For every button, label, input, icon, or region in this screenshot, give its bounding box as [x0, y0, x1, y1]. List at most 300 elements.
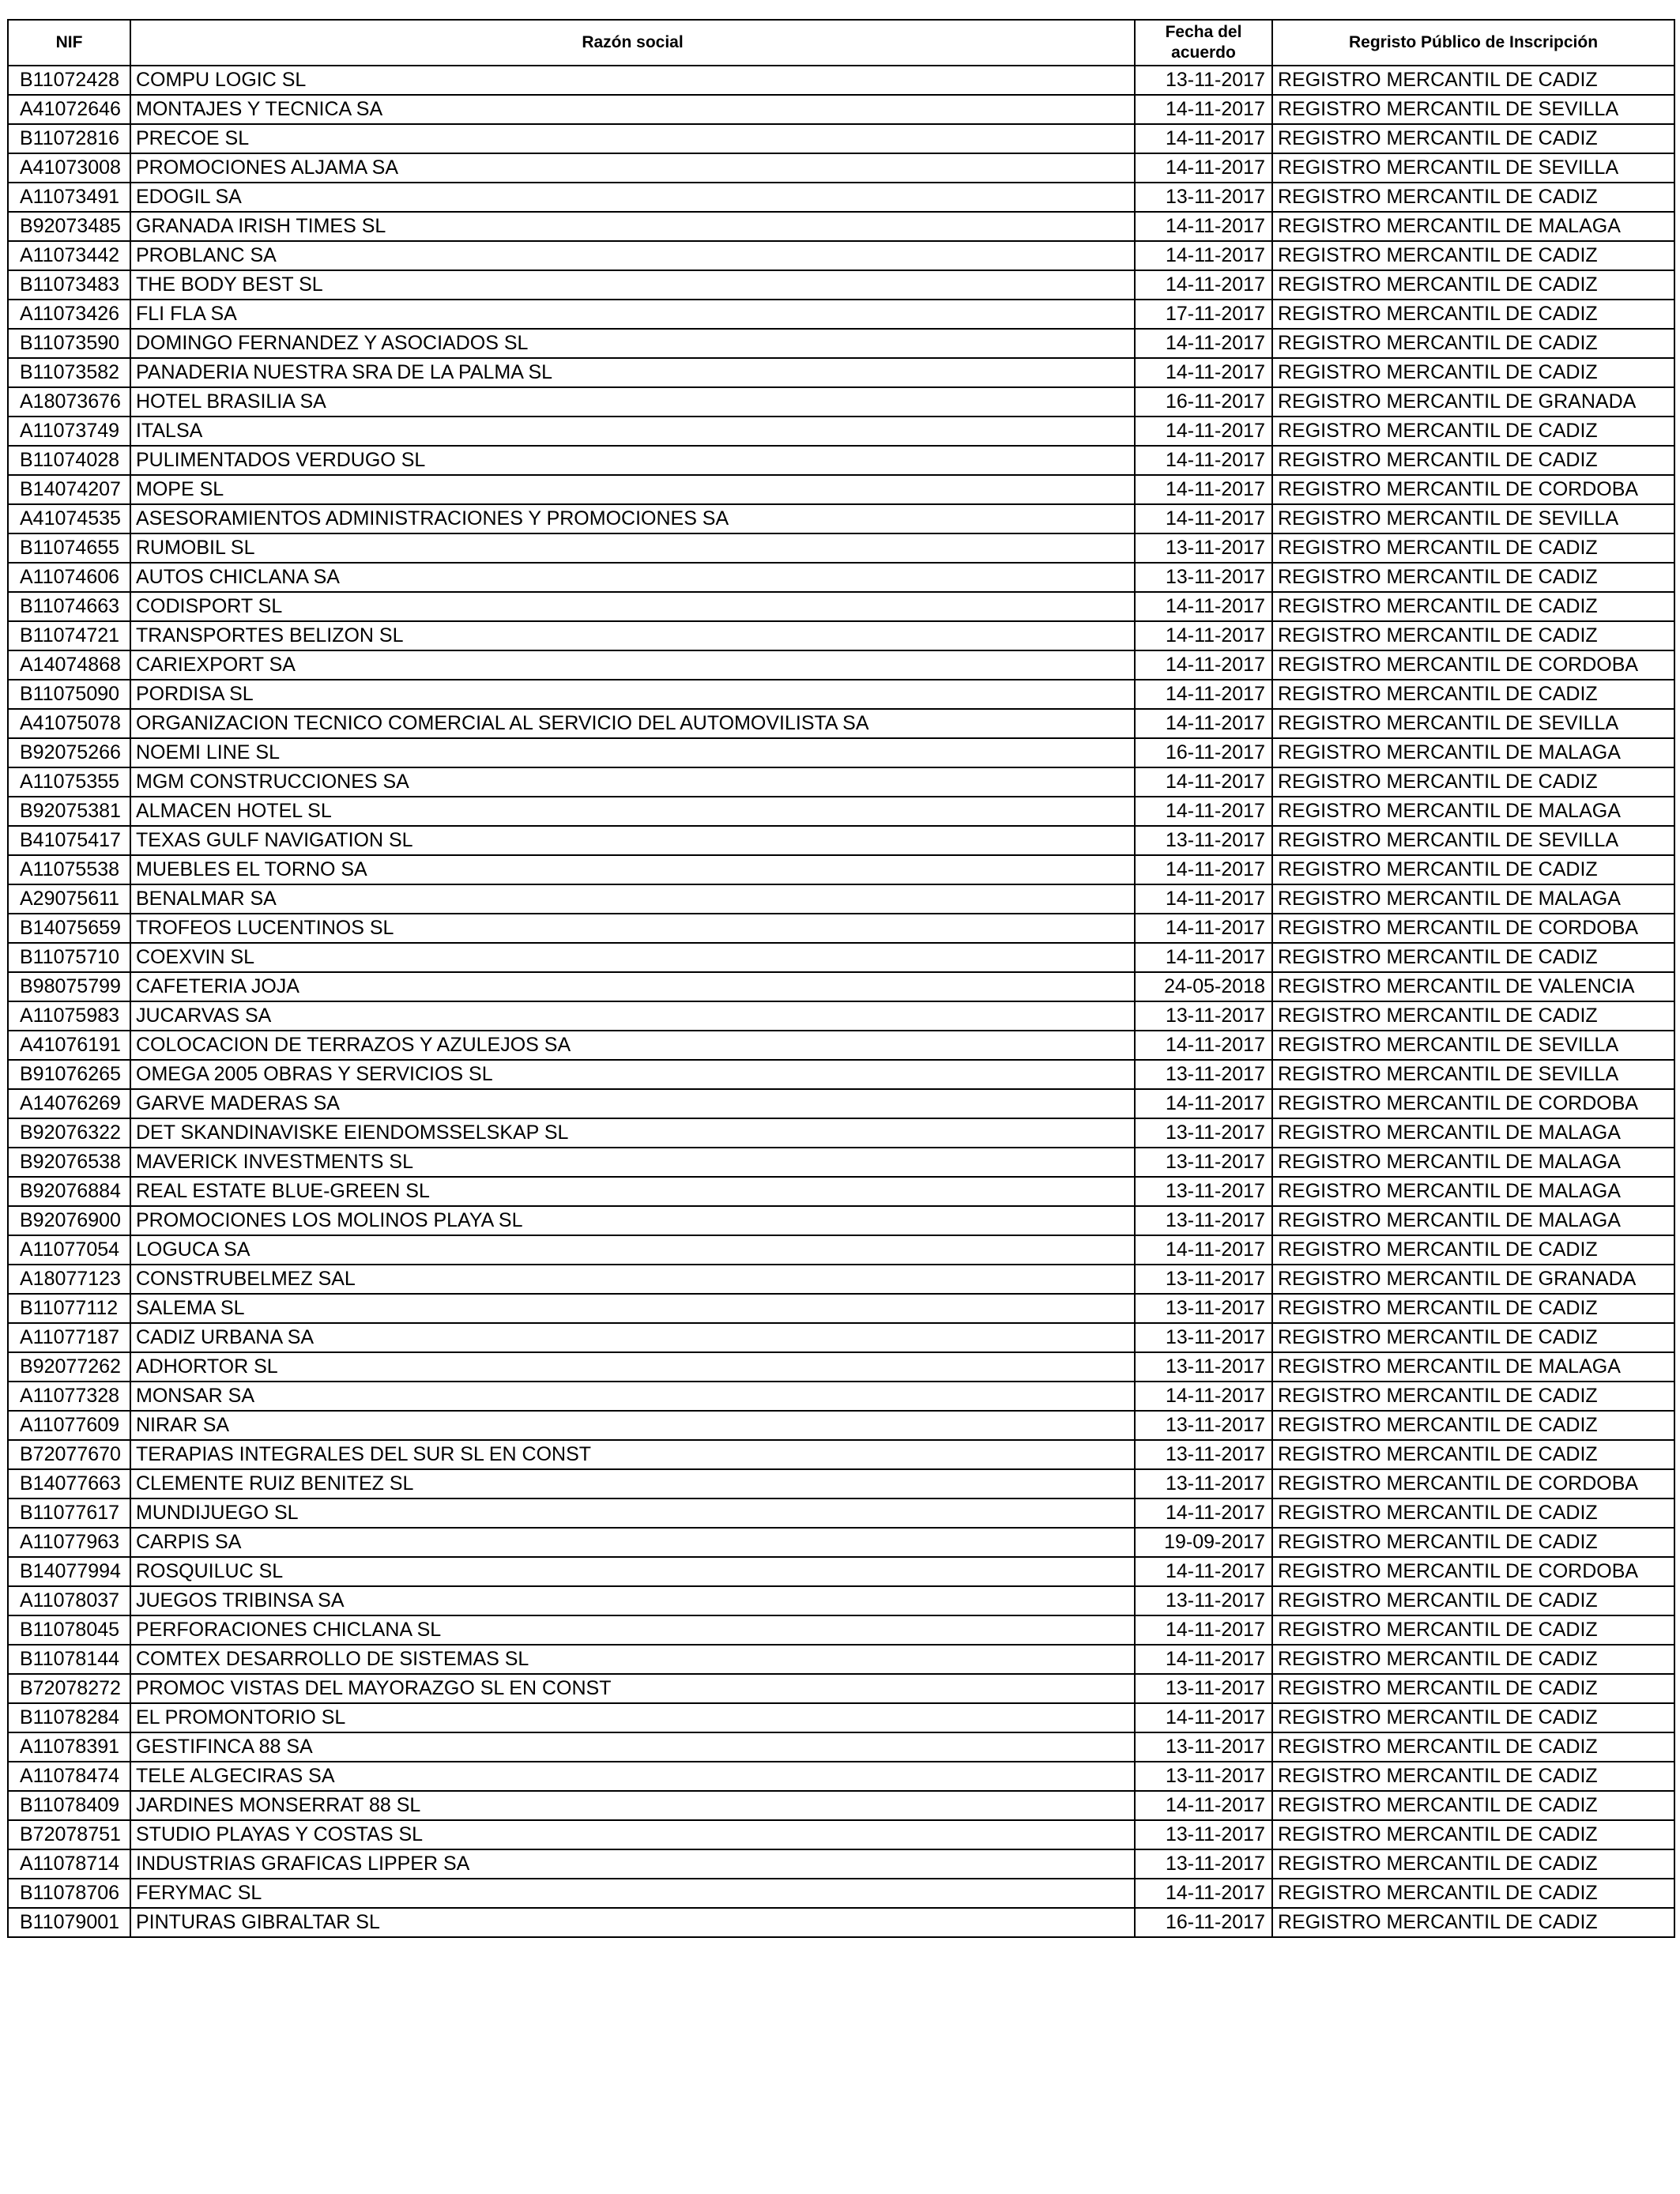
- cell-razon-social: CONSTRUBELMEZ SAL: [130, 1265, 1135, 1294]
- table-row: [8, 475, 1674, 504]
- table-row: [8, 1469, 1674, 1498]
- cell-fecha-acuerdo: 13-11-2017: [1135, 1674, 1272, 1703]
- cell-fecha-acuerdo: 14-11-2017: [1135, 358, 1272, 387]
- cell-registro: REGISTRO MERCANTIL DE CADIZ: [1272, 1849, 1674, 1879]
- cell-nif: B11072816: [8, 124, 130, 153]
- cell-fecha-acuerdo: 14-11-2017: [1135, 241, 1272, 270]
- table-row: [8, 1089, 1674, 1118]
- cell-registro: REGISTRO MERCANTIL DE CADIZ: [1272, 329, 1674, 358]
- cell-nif: A41072646: [8, 95, 130, 124]
- cell-registro: REGISTRO MERCANTIL DE VALENCIA: [1272, 972, 1674, 1001]
- cell-razon-social: PULIMENTADOS VERDUGO SL: [130, 446, 1135, 475]
- cell-nif: A11077328: [8, 1382, 130, 1411]
- cell-nif: A41076191: [8, 1031, 130, 1060]
- cell-fecha-acuerdo: 13-11-2017: [1135, 1177, 1272, 1206]
- cell-nif: B91076265: [8, 1060, 130, 1089]
- table-row: [8, 680, 1674, 709]
- cell-fecha-acuerdo: 14-11-2017: [1135, 475, 1272, 504]
- cell-nif: B14075659: [8, 914, 130, 943]
- cell-fecha-acuerdo: 14-11-2017: [1135, 1615, 1272, 1645]
- cell-registro: REGISTRO MERCANTIL DE CADIZ: [1272, 680, 1674, 709]
- cell-fecha-acuerdo: 13-11-2017: [1135, 1323, 1272, 1352]
- registry-table: [7, 19, 1675, 1938]
- cell-fecha-acuerdo: 13-11-2017: [1135, 1762, 1272, 1791]
- cell-registro: REGISTRO MERCANTIL DE SEVILLA: [1272, 1031, 1674, 1060]
- cell-registro: REGISTRO MERCANTIL DE CADIZ: [1272, 563, 1674, 592]
- table-row: [8, 124, 1674, 153]
- cell-razon-social: PERFORACIONES CHICLANA SL: [130, 1615, 1135, 1645]
- cell-registro: REGISTRO MERCANTIL DE MALAGA: [1272, 1118, 1674, 1148]
- cell-registro: REGISTRO MERCANTIL DE GRANADA: [1272, 387, 1674, 417]
- cell-razon-social: AUTOS CHICLANA SA: [130, 563, 1135, 592]
- cell-nif: A18077123: [8, 1265, 130, 1294]
- table-row: [8, 1498, 1674, 1528]
- table-row: [8, 855, 1674, 884]
- cell-razon-social: PROMOCIONES LOS MOLINOS PLAYA SL: [130, 1206, 1135, 1235]
- cell-registro: REGISTRO MERCANTIL DE CADIZ: [1272, 1382, 1674, 1411]
- cell-razon-social: DET SKANDINAVISKE EIENDOMSSELSKAP SL: [130, 1118, 1135, 1148]
- cell-nif: A11074606: [8, 563, 130, 592]
- cell-registro: REGISTRO MERCANTIL DE CORDOBA: [1272, 1089, 1674, 1118]
- cell-nif: A11077187: [8, 1323, 130, 1352]
- cell-nif: A18073676: [8, 387, 130, 417]
- cell-fecha-acuerdo: 14-11-2017: [1135, 1382, 1272, 1411]
- cell-nif: A41074535: [8, 504, 130, 533]
- table-row: [8, 270, 1674, 300]
- cell-nif: A11077963: [8, 1528, 130, 1557]
- cell-registro: REGISTRO MERCANTIL DE CADIZ: [1272, 533, 1674, 563]
- cell-fecha-acuerdo: 13-11-2017: [1135, 1001, 1272, 1031]
- cell-fecha-acuerdo: 14-11-2017: [1135, 270, 1272, 300]
- cell-registro: REGISTRO MERCANTIL DE MALAGA: [1272, 1177, 1674, 1206]
- cell-registro: REGISTRO MERCANTIL DE SEVILLA: [1272, 1060, 1674, 1089]
- cell-fecha-acuerdo: 14-11-2017: [1135, 504, 1272, 533]
- table-row: [8, 1820, 1674, 1849]
- cell-nif: A11078391: [8, 1732, 130, 1762]
- cell-razon-social: MUNDIJUEGO SL: [130, 1498, 1135, 1528]
- cell-razon-social: ORGANIZACION TECNICO COMERCIAL AL SERVICIO DEL AUTOMOVILISTA SA: [130, 709, 1135, 738]
- cell-nif: A11078474: [8, 1762, 130, 1791]
- cell-razon-social: MAVERICK INVESTMENTS SL: [130, 1148, 1135, 1177]
- table-row: [8, 1674, 1674, 1703]
- table-row: [8, 446, 1674, 475]
- cell-registro: REGISTRO MERCANTIL DE CADIZ: [1272, 1528, 1674, 1557]
- cell-registro: REGISTRO MERCANTIL DE MALAGA: [1272, 212, 1674, 241]
- cell-nif: B11077112: [8, 1294, 130, 1323]
- cell-razon-social: OMEGA 2005 OBRAS Y SERVICIOS SL: [130, 1060, 1135, 1089]
- cell-registro: REGISTRO MERCANTIL DE GRANADA: [1272, 1265, 1674, 1294]
- cell-fecha-acuerdo: 13-11-2017: [1135, 1849, 1272, 1879]
- cell-razon-social: DOMINGO FERNANDEZ Y ASOCIADOS SL: [130, 329, 1135, 358]
- cell-fecha-acuerdo: 14-11-2017: [1135, 1089, 1272, 1118]
- cell-registro: REGISTRO MERCANTIL DE MALAGA: [1272, 1352, 1674, 1382]
- table-row: [8, 358, 1674, 387]
- cell-fecha-acuerdo: 13-11-2017: [1135, 1294, 1272, 1323]
- cell-razon-social: TRANSPORTES BELIZON SL: [130, 621, 1135, 650]
- table-row: [8, 1294, 1674, 1323]
- cell-fecha-acuerdo: 24-05-2018: [1135, 972, 1272, 1001]
- cell-razon-social: FLI FLA SA: [130, 300, 1135, 329]
- table-row: [8, 1265, 1674, 1294]
- table-row: [8, 592, 1674, 621]
- cell-registro: REGISTRO MERCANTIL DE CADIZ: [1272, 1001, 1674, 1031]
- cell-nif: A11078037: [8, 1586, 130, 1615]
- cell-fecha-acuerdo: 14-11-2017: [1135, 797, 1272, 826]
- cell-fecha-acuerdo: 13-11-2017: [1135, 66, 1272, 95]
- cell-registro: REGISTRO MERCANTIL DE CADIZ: [1272, 183, 1674, 212]
- cell-fecha-acuerdo: 14-11-2017: [1135, 212, 1272, 241]
- table-row: [8, 504, 1674, 533]
- table-row: [8, 884, 1674, 914]
- cell-nif: B11074028: [8, 446, 130, 475]
- cell-nif: B11074721: [8, 621, 130, 650]
- cell-razon-social: CARIEXPORT SA: [130, 650, 1135, 680]
- cell-nif: B11078045: [8, 1615, 130, 1645]
- cell-razon-social: NIRAR SA: [130, 1411, 1135, 1440]
- cell-nif: B72078751: [8, 1820, 130, 1849]
- table-row: [8, 1382, 1674, 1411]
- table-row: [8, 153, 1674, 183]
- cell-fecha-acuerdo: 14-11-2017: [1135, 650, 1272, 680]
- table-row: [8, 1352, 1674, 1382]
- cell-fecha-acuerdo: 14-11-2017: [1135, 592, 1272, 621]
- cell-registro: REGISTRO MERCANTIL DE SEVILLA: [1272, 95, 1674, 124]
- cell-fecha-acuerdo: 14-11-2017: [1135, 446, 1272, 475]
- cell-razon-social: PROBLANC SA: [130, 241, 1135, 270]
- table-row: [8, 709, 1674, 738]
- cell-nif: A11073749: [8, 417, 130, 446]
- cell-nif: A41075078: [8, 709, 130, 738]
- cell-registro: REGISTRO MERCANTIL DE CADIZ: [1272, 358, 1674, 387]
- cell-registro: REGISTRO MERCANTIL DE SEVILLA: [1272, 709, 1674, 738]
- cell-fecha-acuerdo: 13-11-2017: [1135, 1265, 1272, 1294]
- cell-razon-social: EDOGIL SA: [130, 183, 1135, 212]
- cell-razon-social: JUCARVAS SA: [130, 1001, 1135, 1031]
- cell-registro: REGISTRO MERCANTIL DE MALAGA: [1272, 1148, 1674, 1177]
- cell-nif: A11077609: [8, 1411, 130, 1440]
- cell-razon-social: CADIZ URBANA SA: [130, 1323, 1135, 1352]
- table-body: [8, 66, 1674, 1937]
- table-row: [8, 621, 1674, 650]
- table-row: [8, 1440, 1674, 1469]
- cell-razon-social: MUEBLES EL TORNO SA: [130, 855, 1135, 884]
- cell-nif: B11078409: [8, 1791, 130, 1820]
- cell-fecha-acuerdo: 13-11-2017: [1135, 1469, 1272, 1498]
- cell-razon-social: TEXAS GULF NAVIGATION SL: [130, 826, 1135, 855]
- table-row: [8, 1879, 1674, 1908]
- cell-razon-social: NOEMI LINE SL: [130, 738, 1135, 767]
- table-row: [8, 1732, 1674, 1762]
- cell-fecha-acuerdo: 14-11-2017: [1135, 914, 1272, 943]
- cell-razon-social: COMPU LOGIC SL: [130, 66, 1135, 95]
- cell-nif: B11078706: [8, 1879, 130, 1908]
- table-row: [8, 1703, 1674, 1732]
- cell-nif: A11077054: [8, 1235, 130, 1265]
- table-row: [8, 914, 1674, 943]
- cell-razon-social: FERYMAC SL: [130, 1879, 1135, 1908]
- cell-nif: B92076322: [8, 1118, 130, 1148]
- cell-fecha-acuerdo: 14-11-2017: [1135, 1791, 1272, 1820]
- cell-nif: B92075381: [8, 797, 130, 826]
- cell-nif: A11075538: [8, 855, 130, 884]
- cell-fecha-acuerdo: 13-11-2017: [1135, 826, 1272, 855]
- cell-fecha-acuerdo: 16-11-2017: [1135, 1908, 1272, 1937]
- table-row: [8, 563, 1674, 592]
- cell-fecha-acuerdo: 14-11-2017: [1135, 943, 1272, 972]
- cell-fecha-acuerdo: 13-11-2017: [1135, 1411, 1272, 1440]
- cell-nif: B92075266: [8, 738, 130, 767]
- cell-fecha-acuerdo: 13-11-2017: [1135, 1206, 1272, 1235]
- header-registro: Regristo Público de Inscripción: [1272, 20, 1674, 66]
- cell-registro: REGISTRO MERCANTIL DE CADIZ: [1272, 621, 1674, 650]
- cell-registro: REGISTRO MERCANTIL DE CADIZ: [1272, 300, 1674, 329]
- table-row: [8, 1762, 1674, 1791]
- header-row: [8, 20, 1674, 66]
- cell-registro: REGISTRO MERCANTIL DE MALAGA: [1272, 884, 1674, 914]
- cell-razon-social: CLEMENTE RUIZ BENITEZ SL: [130, 1469, 1135, 1498]
- cell-nif: A14076269: [8, 1089, 130, 1118]
- table-row: [8, 1177, 1674, 1206]
- cell-nif: B11075090: [8, 680, 130, 709]
- cell-registro: REGISTRO MERCANTIL DE CORDOBA: [1272, 914, 1674, 943]
- cell-nif: B41075417: [8, 826, 130, 855]
- cell-fecha-acuerdo: 13-11-2017: [1135, 1732, 1272, 1762]
- cell-registro: REGISTRO MERCANTIL DE SEVILLA: [1272, 153, 1674, 183]
- cell-fecha-acuerdo: 14-11-2017: [1135, 95, 1272, 124]
- cell-nif: B11077617: [8, 1498, 130, 1528]
- table-row: [8, 826, 1674, 855]
- cell-fecha-acuerdo: 13-11-2017: [1135, 183, 1272, 212]
- cell-nif: B92076900: [8, 1206, 130, 1235]
- cell-razon-social: GARVE MADERAS SA: [130, 1089, 1135, 1118]
- cell-fecha-acuerdo: 14-11-2017: [1135, 680, 1272, 709]
- cell-fecha-acuerdo: 16-11-2017: [1135, 738, 1272, 767]
- cell-razon-social: PORDISA SL: [130, 680, 1135, 709]
- cell-nif: A29075611: [8, 884, 130, 914]
- cell-razon-social: JARDINES MONSERRAT 88 SL: [130, 1791, 1135, 1820]
- table-row: [8, 1206, 1674, 1235]
- table-row: [8, 1060, 1674, 1089]
- cell-razon-social: RUMOBIL SL: [130, 533, 1135, 563]
- cell-registro: REGISTRO MERCANTIL DE CADIZ: [1272, 1411, 1674, 1440]
- cell-registro: REGISTRO MERCANTIL DE CORDOBA: [1272, 650, 1674, 680]
- cell-fecha-acuerdo: 13-11-2017: [1135, 1118, 1272, 1148]
- table-row: [8, 943, 1674, 972]
- cell-razon-social: GESTIFINCA 88 SA: [130, 1732, 1135, 1762]
- cell-nif: B72078272: [8, 1674, 130, 1703]
- table-row: [8, 1031, 1674, 1060]
- table-row: [8, 1645, 1674, 1674]
- cell-fecha-acuerdo: 14-11-2017: [1135, 153, 1272, 183]
- cell-razon-social: MGM CONSTRUCCIONES SA: [130, 767, 1135, 797]
- table-row: [8, 1528, 1674, 1557]
- cell-registro: REGISTRO MERCANTIL DE SEVILLA: [1272, 826, 1674, 855]
- table-row: [8, 241, 1674, 270]
- cell-razon-social: PROMOC VISTAS DEL MAYORAZGO SL EN CONST: [130, 1674, 1135, 1703]
- cell-nif: A11073426: [8, 300, 130, 329]
- cell-razon-social: PROMOCIONES ALJAMA SA: [130, 153, 1135, 183]
- cell-fecha-acuerdo: 13-11-2017: [1135, 1820, 1272, 1849]
- cell-fecha-acuerdo: 14-11-2017: [1135, 709, 1272, 738]
- cell-razon-social: PANADERIA NUESTRA SRA DE LA PALMA SL: [130, 358, 1135, 387]
- table-row: [8, 1118, 1674, 1148]
- cell-registro: REGISTRO MERCANTIL DE CADIZ: [1272, 1498, 1674, 1528]
- cell-registro: REGISTRO MERCANTIL DE MALAGA: [1272, 1206, 1674, 1235]
- cell-registro: REGISTRO MERCANTIL DE CADIZ: [1272, 1703, 1674, 1732]
- cell-nif: A11073442: [8, 241, 130, 270]
- table-row: [8, 1411, 1674, 1440]
- cell-fecha-acuerdo: 13-11-2017: [1135, 1440, 1272, 1469]
- cell-fecha-acuerdo: 14-11-2017: [1135, 1498, 1272, 1528]
- cell-nif: B14077994: [8, 1557, 130, 1586]
- cell-nif: A11073491: [8, 183, 130, 212]
- cell-fecha-acuerdo: 17-11-2017: [1135, 300, 1272, 329]
- cell-razon-social: PINTURAS GIBRALTAR SL: [130, 1908, 1135, 1937]
- cell-registro: REGISTRO MERCANTIL DE CADIZ: [1272, 1879, 1674, 1908]
- table-row: [8, 1323, 1674, 1352]
- cell-fecha-acuerdo: 19-09-2017: [1135, 1528, 1272, 1557]
- table-row: [8, 1148, 1674, 1177]
- cell-nif: B14074207: [8, 475, 130, 504]
- cell-fecha-acuerdo: 14-11-2017: [1135, 1235, 1272, 1265]
- cell-fecha-acuerdo: 14-11-2017: [1135, 884, 1272, 914]
- cell-fecha-acuerdo: 14-11-2017: [1135, 855, 1272, 884]
- cell-registro: REGISTRO MERCANTIL DE CADIZ: [1272, 1586, 1674, 1615]
- cell-nif: B11075710: [8, 943, 130, 972]
- cell-fecha-acuerdo: 14-11-2017: [1135, 1879, 1272, 1908]
- cell-registro: REGISTRO MERCANTIL DE CADIZ: [1272, 1820, 1674, 1849]
- cell-razon-social: THE BODY BEST SL: [130, 270, 1135, 300]
- cell-registro: REGISTRO MERCANTIL DE CADIZ: [1272, 1674, 1674, 1703]
- cell-registro: REGISTRO MERCANTIL DE CADIZ: [1272, 417, 1674, 446]
- table-row: [8, 1586, 1674, 1615]
- cell-registro: REGISTRO MERCANTIL DE CADIZ: [1272, 1791, 1674, 1820]
- table-row: [8, 183, 1674, 212]
- header-razon-social: Razón social: [130, 20, 1135, 66]
- table-row: [8, 329, 1674, 358]
- cell-fecha-acuerdo: 14-11-2017: [1135, 1645, 1272, 1674]
- cell-nif: B98075799: [8, 972, 130, 1001]
- table-row: [8, 738, 1674, 767]
- cell-fecha-acuerdo: 13-11-2017: [1135, 533, 1272, 563]
- header-fecha-acuerdo: Fecha del acuerdo: [1135, 20, 1272, 66]
- cell-razon-social: TROFEOS LUCENTINOS SL: [130, 914, 1135, 943]
- table-row: [8, 1615, 1674, 1645]
- cell-nif: B11073483: [8, 270, 130, 300]
- cell-fecha-acuerdo: 14-11-2017: [1135, 767, 1272, 797]
- header-nif: NIF: [8, 20, 130, 66]
- cell-razon-social: STUDIO PLAYAS Y COSTAS SL: [130, 1820, 1135, 1849]
- cell-nif: B11072428: [8, 66, 130, 95]
- cell-fecha-acuerdo: 13-11-2017: [1135, 1060, 1272, 1089]
- cell-razon-social: PRECOE SL: [130, 124, 1135, 153]
- cell-fecha-acuerdo: 14-11-2017: [1135, 124, 1272, 153]
- table-row: [8, 300, 1674, 329]
- cell-razon-social: ITALSA: [130, 417, 1135, 446]
- cell-razon-social: COEXVIN SL: [130, 943, 1135, 972]
- cell-registro: REGISTRO MERCANTIL DE CADIZ: [1272, 943, 1674, 972]
- cell-registro: REGISTRO MERCANTIL DE CORDOBA: [1272, 475, 1674, 504]
- table-row: [8, 417, 1674, 446]
- cell-razon-social: EL PROMONTORIO SL: [130, 1703, 1135, 1732]
- cell-razon-social: MONSAR SA: [130, 1382, 1135, 1411]
- cell-razon-social: ADHORTOR SL: [130, 1352, 1135, 1382]
- cell-registro: REGISTRO MERCANTIL DE CADIZ: [1272, 124, 1674, 153]
- cell-razon-social: INDUSTRIAS GRAFICAS LIPPER SA: [130, 1849, 1135, 1879]
- cell-razon-social: COLOCACION DE TERRAZOS Y AZULEJOS SA: [130, 1031, 1135, 1060]
- cell-nif: B11074663: [8, 592, 130, 621]
- cell-nif: B14077663: [8, 1469, 130, 1498]
- cell-registro: REGISTRO MERCANTIL DE SEVILLA: [1272, 504, 1674, 533]
- cell-razon-social: CAFETERIA JOJA: [130, 972, 1135, 1001]
- cell-registro: REGISTRO MERCANTIL DE CADIZ: [1272, 592, 1674, 621]
- cell-registro: REGISTRO MERCANTIL DE CADIZ: [1272, 446, 1674, 475]
- cell-registro: REGISTRO MERCANTIL DE CADIZ: [1272, 270, 1674, 300]
- table-row: [8, 1908, 1674, 1937]
- table-row: [8, 1557, 1674, 1586]
- cell-razon-social: LOGUCA SA: [130, 1235, 1135, 1265]
- cell-nif: A11075983: [8, 1001, 130, 1031]
- cell-razon-social: HOTEL BRASILIA SA: [130, 387, 1135, 417]
- cell-fecha-acuerdo: 14-11-2017: [1135, 329, 1272, 358]
- table-row: [8, 1001, 1674, 1031]
- table-row: [8, 387, 1674, 417]
- cell-fecha-acuerdo: 14-11-2017: [1135, 621, 1272, 650]
- cell-razon-social: TELE ALGECIRAS SA: [130, 1762, 1135, 1791]
- cell-nif: B92076538: [8, 1148, 130, 1177]
- cell-registro: REGISTRO MERCANTIL DE CADIZ: [1272, 1732, 1674, 1762]
- cell-razon-social: SALEMA SL: [130, 1294, 1135, 1323]
- cell-nif: B11078144: [8, 1645, 130, 1674]
- cell-nif: B92077262: [8, 1352, 130, 1382]
- cell-nif: B11074655: [8, 533, 130, 563]
- cell-razon-social: ASESORAMIENTOS ADMINISTRACIONES Y PROMOCIONES SA: [130, 504, 1135, 533]
- cell-nif: B11073582: [8, 358, 130, 387]
- cell-fecha-acuerdo: 13-11-2017: [1135, 563, 1272, 592]
- cell-registro: REGISTRO MERCANTIL DE CADIZ: [1272, 1645, 1674, 1674]
- table-row: [8, 972, 1674, 1001]
- cell-registro: REGISTRO MERCANTIL DE CORDOBA: [1272, 1469, 1674, 1498]
- cell-registro: REGISTRO MERCANTIL DE CADIZ: [1272, 1615, 1674, 1645]
- cell-razon-social: BENALMAR SA: [130, 884, 1135, 914]
- cell-nif: B11073590: [8, 329, 130, 358]
- table-row: [8, 797, 1674, 826]
- cell-nif: A11075355: [8, 767, 130, 797]
- cell-razon-social: JUEGOS TRIBINSA SA: [130, 1586, 1135, 1615]
- cell-registro: REGISTRO MERCANTIL DE MALAGA: [1272, 797, 1674, 826]
- cell-fecha-acuerdo: 13-11-2017: [1135, 1148, 1272, 1177]
- cell-registro: REGISTRO MERCANTIL DE CADIZ: [1272, 767, 1674, 797]
- cell-registro: REGISTRO MERCANTIL DE MALAGA: [1272, 738, 1674, 767]
- cell-fecha-acuerdo: 14-11-2017: [1135, 1557, 1272, 1586]
- cell-registro: REGISTRO MERCANTIL DE CADIZ: [1272, 66, 1674, 95]
- cell-fecha-acuerdo: 14-11-2017: [1135, 1703, 1272, 1732]
- cell-registro: REGISTRO MERCANTIL DE CORDOBA: [1272, 1557, 1674, 1586]
- cell-registro: REGISTRO MERCANTIL DE CADIZ: [1272, 1440, 1674, 1469]
- cell-registro: REGISTRO MERCANTIL DE CADIZ: [1272, 1908, 1674, 1937]
- cell-razon-social: GRANADA IRISH TIMES SL: [130, 212, 1135, 241]
- table-row: [8, 1235, 1674, 1265]
- table-row: [8, 95, 1674, 124]
- cell-registro: REGISTRO MERCANTIL DE CADIZ: [1272, 1762, 1674, 1791]
- cell-razon-social: ROSQUILUC SL: [130, 1557, 1135, 1586]
- table-row: [8, 533, 1674, 563]
- cell-razon-social: CODISPORT SL: [130, 592, 1135, 621]
- cell-registro: REGISTRO MERCANTIL DE CADIZ: [1272, 855, 1674, 884]
- cell-fecha-acuerdo: 13-11-2017: [1135, 1352, 1272, 1382]
- cell-nif: A41073008: [8, 153, 130, 183]
- table-row: [8, 650, 1674, 680]
